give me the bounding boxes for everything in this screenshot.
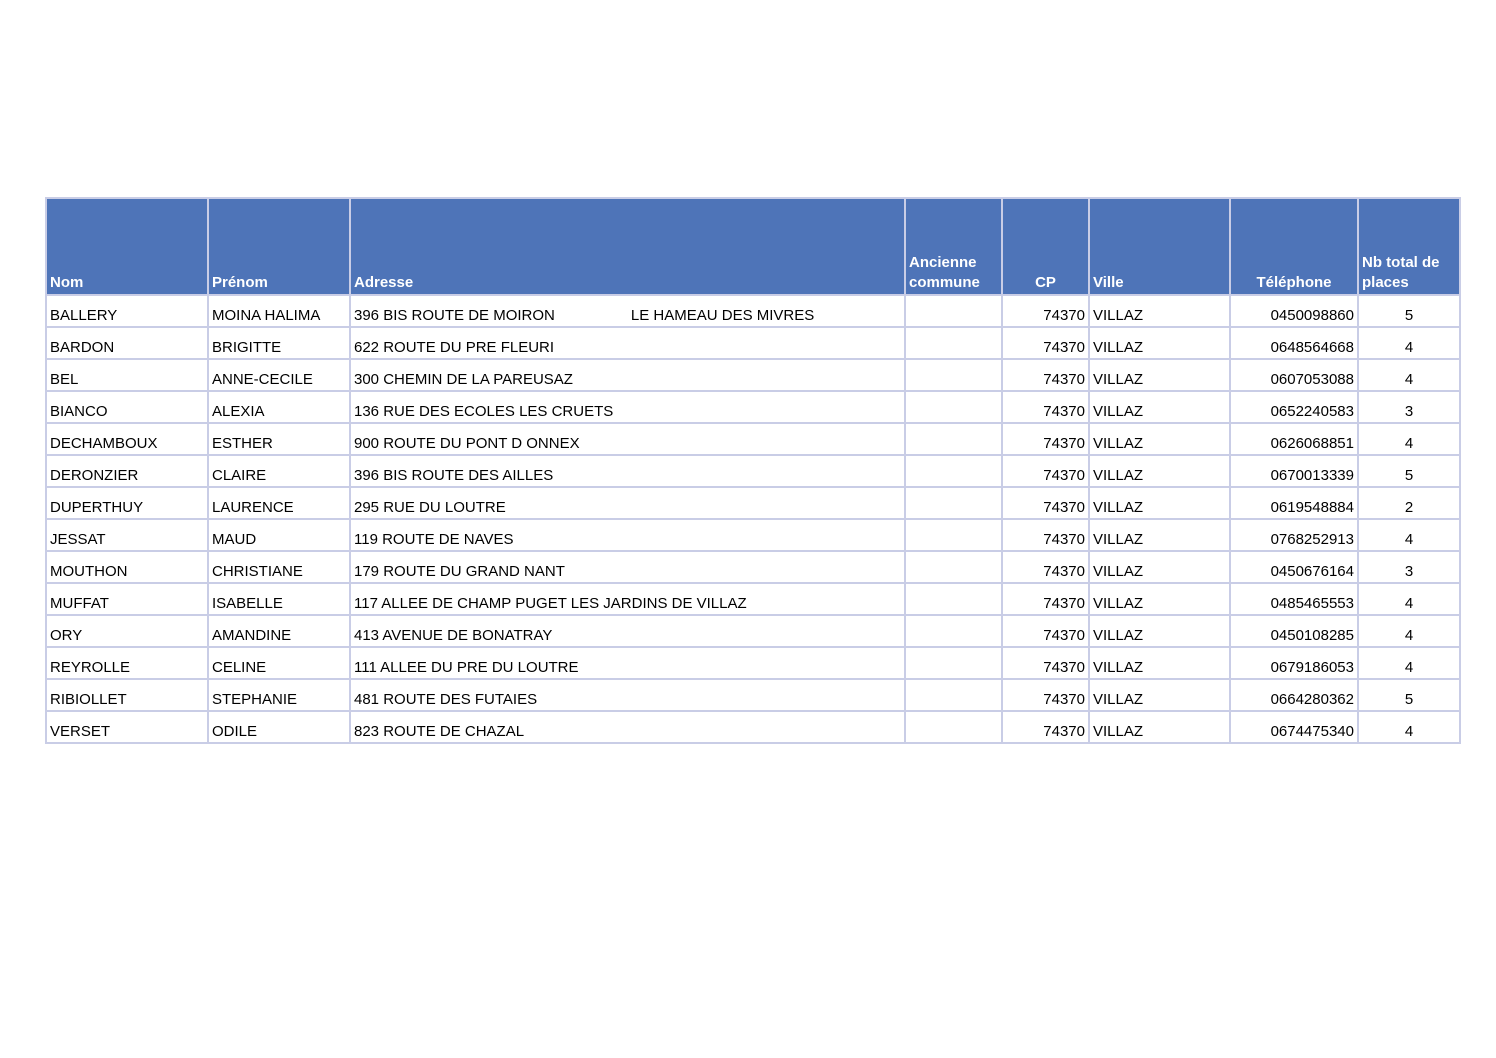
cell-nb-places: 4	[1358, 711, 1460, 743]
cell-nb-places: 3	[1358, 391, 1460, 423]
cell-telephone: 0626068851	[1230, 423, 1358, 455]
address-text: 119 ROUTE DE NAVES	[354, 531, 514, 548]
cell-prenom: CLAIRE	[208, 455, 350, 487]
cell-nom: BARDON	[46, 327, 208, 359]
table-row	[46, 615, 1460, 647]
cell-nom: BIANCO	[46, 391, 208, 423]
cell-prenom: CHRISTIANE	[208, 551, 350, 583]
cell-ancienne-commune	[905, 551, 1002, 583]
cell-telephone: 0607053088	[1230, 359, 1358, 391]
cell-nom: MOUTHON	[46, 551, 208, 583]
cell-ancienne-commune	[905, 327, 1002, 359]
cell-nb-places: 3	[1358, 551, 1460, 583]
cell-cp: 74370	[1002, 423, 1089, 455]
cell-cp: 74370	[1002, 679, 1089, 711]
cell-ville: VILLAZ	[1089, 359, 1230, 391]
table-row	[46, 551, 1460, 583]
cell-nb-places: 4	[1358, 519, 1460, 551]
table-row	[46, 295, 1460, 327]
table-row	[46, 519, 1460, 551]
cell-nb-places: 4	[1358, 423, 1460, 455]
address-text: 413 AVENUE DE BONATRAY	[354, 627, 553, 644]
cell-nom: MUFFAT	[46, 583, 208, 615]
cell-adresse	[350, 551, 905, 583]
cell-prenom: ANNE-CECILE	[208, 359, 350, 391]
cell-adresse	[350, 647, 905, 679]
cell-adresse	[350, 423, 905, 455]
cell-telephone: 0674475340	[1230, 711, 1358, 743]
address-text: 295 RUE DU LOUTRE	[354, 499, 506, 516]
address-text: 396 BIS ROUTE DES AILLES	[354, 467, 554, 484]
cell-adresse	[350, 487, 905, 519]
cell-ville: VILLAZ	[1089, 455, 1230, 487]
cell-cp: 74370	[1002, 391, 1089, 423]
cell-ville: VILLAZ	[1089, 519, 1230, 551]
table-row	[46, 487, 1460, 519]
cell-ville: VILLAZ	[1089, 391, 1230, 423]
table-row	[46, 391, 1460, 423]
address-text: 900 ROUTE DU PONT D ONNEX	[354, 435, 580, 452]
cell-nom: BEL	[46, 359, 208, 391]
cell-ville: VILLAZ	[1089, 711, 1230, 743]
cell-cp: 74370	[1002, 359, 1089, 391]
cell-adresse	[350, 455, 905, 487]
cell-ancienne-commune	[905, 711, 1002, 743]
cell-nb-places: 4	[1358, 583, 1460, 615]
cell-adresse	[350, 711, 905, 743]
cell-nom: JESSAT	[46, 519, 208, 551]
cell-prenom: MOINA HALIMA	[208, 295, 350, 327]
cell-ancienne-commune	[905, 615, 1002, 647]
address-text: 117 ALLEE DE CHAMP PUGET LES JARDINS DE VILLAZ	[354, 595, 747, 612]
cell-adresse	[350, 583, 905, 615]
cell-telephone: 0450108285	[1230, 615, 1358, 647]
cell-ville: VILLAZ	[1089, 615, 1230, 647]
cell-nom: ORY	[46, 615, 208, 647]
cell-nom: RIBIOLLET	[46, 679, 208, 711]
contacts-table	[45, 197, 1461, 744]
cell-ancienne-commune	[905, 391, 1002, 423]
cell-nb-places: 4	[1358, 647, 1460, 679]
address-text: 823 ROUTE DE CHAZAL	[354, 723, 525, 740]
table-row	[46, 583, 1460, 615]
cell-prenom: ODILE	[208, 711, 350, 743]
cell-ancienne-commune	[905, 487, 1002, 519]
cell-nom: VERSET	[46, 711, 208, 743]
cell-nom: BALLERY	[46, 295, 208, 327]
header-prenom: Prénom	[208, 198, 350, 295]
cell-nom: DERONZIER	[46, 455, 208, 487]
cell-cp: 74370	[1002, 295, 1089, 327]
table-row	[46, 711, 1460, 743]
cell-ville: VILLAZ	[1089, 487, 1230, 519]
cell-telephone: 0485465553	[1230, 583, 1358, 615]
cell-cp: 74370	[1002, 647, 1089, 679]
header-cp: CP	[1002, 198, 1089, 295]
table-body	[46, 295, 1460, 743]
header-telephone: Téléphone	[1230, 198, 1358, 295]
cell-telephone: 0652240583	[1230, 391, 1358, 423]
cell-ville: VILLAZ	[1089, 679, 1230, 711]
cell-ville: VILLAZ	[1089, 295, 1230, 327]
table-row	[46, 423, 1460, 455]
cell-ville: VILLAZ	[1089, 583, 1230, 615]
cell-cp: 74370	[1002, 711, 1089, 743]
cell-telephone: 0768252913	[1230, 519, 1358, 551]
address-complement: LE HAMEAU DES MIVRES	[630, 307, 815, 324]
table-row	[46, 359, 1460, 391]
cell-ancienne-commune	[905, 583, 1002, 615]
header-nom: Nom	[46, 198, 208, 295]
address-text: 179 ROUTE DU GRAND NANT	[354, 563, 565, 580]
cell-nb-places: 5	[1358, 455, 1460, 487]
cell-ancienne-commune	[905, 519, 1002, 551]
cell-ville: VILLAZ	[1089, 551, 1230, 583]
cell-prenom: AMANDINE	[208, 615, 350, 647]
address-text: 111 ALLEE DU PRE DU LOUTRE	[354, 659, 579, 676]
cell-adresse	[350, 327, 905, 359]
header-nb-places: Nb total de places	[1358, 198, 1460, 295]
cell-cp: 74370	[1002, 455, 1089, 487]
cell-telephone: 0664280362	[1230, 679, 1358, 711]
cell-telephone: 0450676164	[1230, 551, 1358, 583]
cell-nom: REYROLLE	[46, 647, 208, 679]
cell-ancienne-commune	[905, 647, 1002, 679]
address-text: 396 BIS ROUTE DE MOIRON	[354, 307, 555, 324]
cell-ancienne-commune	[905, 679, 1002, 711]
cell-cp: 74370	[1002, 615, 1089, 647]
cell-nom: DUPERTHUY	[46, 487, 208, 519]
address-text: 300 CHEMIN DE LA PAREUSAZ	[354, 371, 573, 388]
cell-telephone: 0619548884	[1230, 487, 1358, 519]
cell-prenom: ISABELLE	[208, 583, 350, 615]
cell-adresse	[350, 359, 905, 391]
cell-telephone: 0670013339	[1230, 455, 1358, 487]
table-row	[46, 679, 1460, 711]
address-text: 622 ROUTE DU PRE FLEURI	[354, 339, 555, 356]
cell-prenom: LAURENCE	[208, 487, 350, 519]
cell-nb-places: 5	[1358, 679, 1460, 711]
cell-telephone: 0450098860	[1230, 295, 1358, 327]
cell-prenom: MAUD	[208, 519, 350, 551]
cell-adresse	[350, 679, 905, 711]
table-row	[46, 455, 1460, 487]
cell-ville: VILLAZ	[1089, 647, 1230, 679]
cell-nb-places: 4	[1358, 359, 1460, 391]
header-row	[46, 198, 1460, 295]
address-text: 136 RUE DES ECOLES LES CRUETS	[354, 403, 614, 420]
cell-cp: 74370	[1002, 487, 1089, 519]
cell-telephone: 0648564668	[1230, 327, 1358, 359]
cell-adresse	[350, 615, 905, 647]
address-text: 481 ROUTE DES FUTAIES	[354, 691, 538, 708]
cell-ancienne-commune	[905, 423, 1002, 455]
cell-prenom: BRIGITTE	[208, 327, 350, 359]
cell-adresse	[350, 519, 905, 551]
cell-prenom: STEPHANIE	[208, 679, 350, 711]
cell-cp: 74370	[1002, 583, 1089, 615]
cell-prenom: CELINE	[208, 647, 350, 679]
table-row	[46, 647, 1460, 679]
table-row	[46, 327, 1460, 359]
cell-adresse	[350, 391, 905, 423]
cell-prenom: ESTHER	[208, 423, 350, 455]
cell-telephone: 0679186053	[1230, 647, 1358, 679]
cell-prenom: ALEXIA	[208, 391, 350, 423]
cell-nb-places: 2	[1358, 487, 1460, 519]
cell-ancienne-commune	[905, 295, 1002, 327]
header-adresse: Adresse	[350, 198, 905, 295]
cell-adresse	[350, 295, 905, 327]
cell-nom: DECHAMBOUX	[46, 423, 208, 455]
cell-ville: VILLAZ	[1089, 423, 1230, 455]
table-header	[46, 198, 1460, 295]
cell-cp: 74370	[1002, 551, 1089, 583]
cell-ancienne-commune	[905, 455, 1002, 487]
cell-cp: 74370	[1002, 519, 1089, 551]
header-ville: Ville	[1089, 198, 1230, 295]
header-ancienne-commune: Ancienne commune	[905, 198, 1002, 295]
cell-ancienne-commune	[905, 359, 1002, 391]
cell-nb-places: 5	[1358, 295, 1460, 327]
cell-nb-places: 4	[1358, 327, 1460, 359]
cell-ville: VILLAZ	[1089, 327, 1230, 359]
cell-nb-places: 4	[1358, 615, 1460, 647]
cell-cp: 74370	[1002, 327, 1089, 359]
